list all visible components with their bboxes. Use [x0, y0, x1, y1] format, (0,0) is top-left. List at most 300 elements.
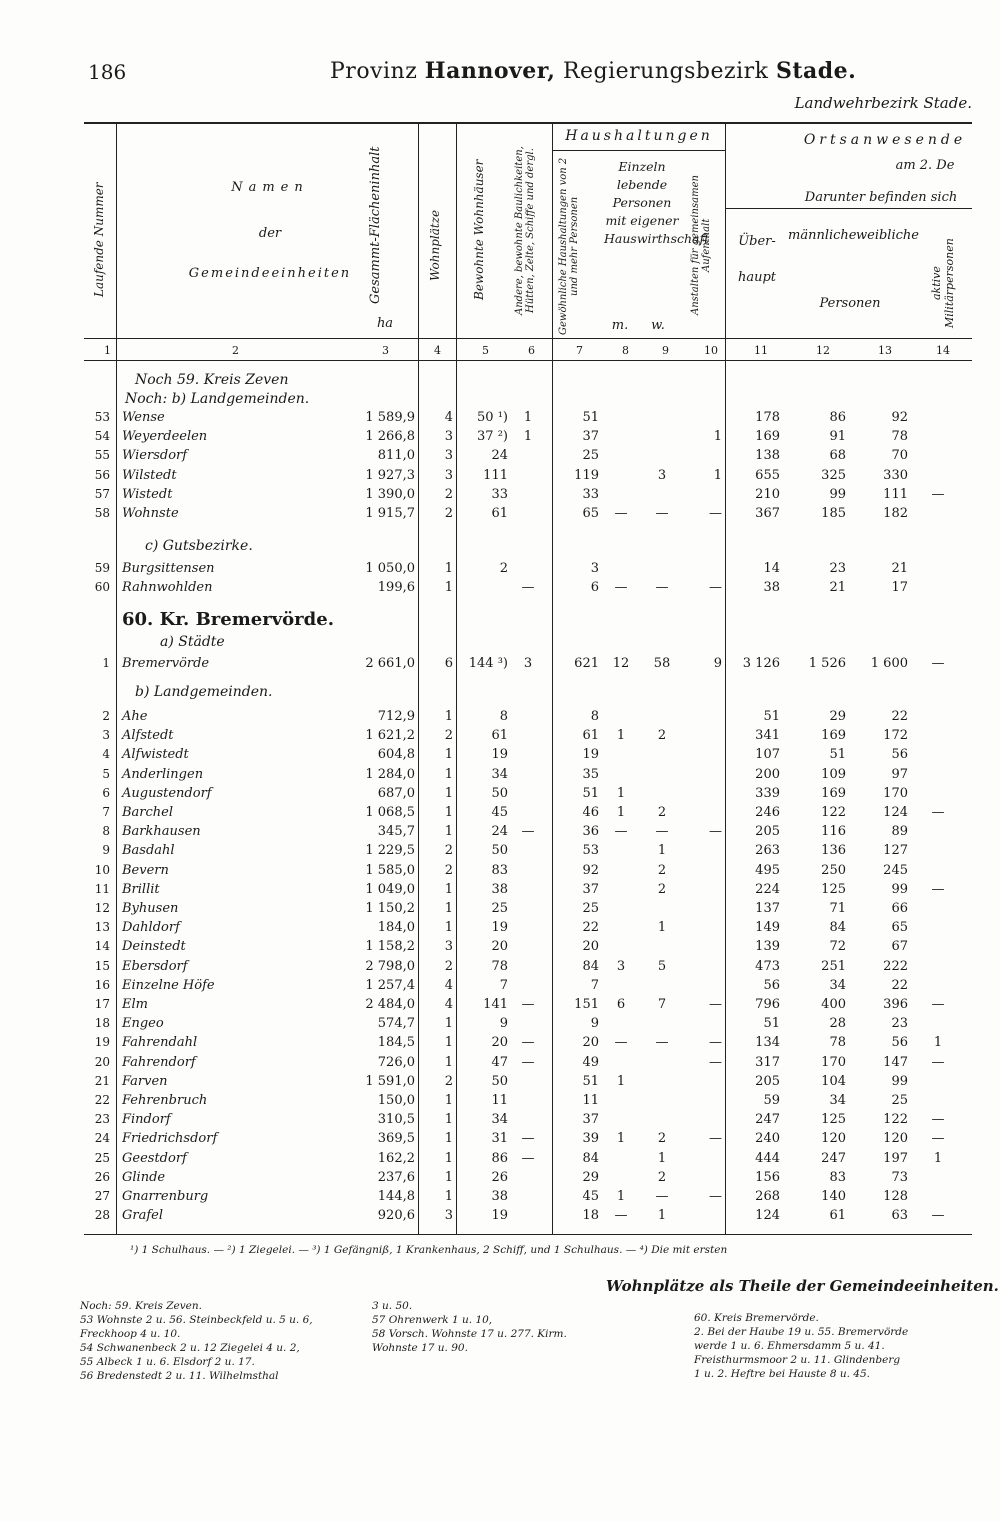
col-header-other-buildings: Andere, bewohnte Baulichkeiten, Hütten, Zelte, Schiffe und dergl. — [514, 146, 536, 316]
cell-c4: 2 — [444, 728, 453, 744]
cell-c13: 23 — [891, 1016, 908, 1032]
cell-c11: 246 — [755, 805, 780, 820]
cell-c11: 263 — [755, 843, 780, 859]
cell-c12: 104 — [821, 1073, 846, 1089]
cell-name: Augustendorf — [122, 785, 212, 801]
cell-area: 1 050,0 — [365, 561, 415, 576]
cell-c14: — — [931, 486, 945, 502]
cell-c11: 796 — [755, 997, 780, 1012]
cell-c5: 38 — [491, 881, 508, 897]
cell-nr: 27 — [94, 1189, 110, 1203]
cell-c7: 25 — [582, 448, 599, 464]
cell-nr: 23 — [94, 1112, 110, 1127]
cell-area: 2 484,0 — [365, 997, 415, 1012]
cell-c5: 24 — [491, 824, 508, 840]
col-header-single-persons: Einzeln lebende Personen mit eigener Hauswirthschaft — [604, 159, 710, 246]
cell-nr: 15 — [94, 958, 110, 973]
cell-area: 1 068,5 — [365, 805, 415, 820]
cell-nr: 14 — [94, 939, 110, 954]
cell-c5: 47 — [491, 1054, 508, 1070]
table-row — [0, 978, 1000, 997]
cell-c13: 67 — [891, 939, 908, 955]
footnote-line: 55 Albeck 1 u. 6. Elsdorf 2 u. 17. — [80, 1356, 255, 1368]
cell-c4: 3 — [444, 1208, 453, 1224]
cell-c11: 107 — [755, 747, 780, 763]
cell-c7: 92 — [582, 862, 599, 878]
cell-nr: 11 — [94, 881, 110, 896]
cell-c10: 9 — [713, 656, 722, 671]
cell-c4: 1 — [444, 561, 453, 576]
cell-c7: 22 — [582, 920, 599, 936]
cell-name: Alfwistedt — [122, 747, 189, 763]
cell-c13: 99 — [891, 881, 908, 897]
cell-area: 150,0 — [377, 1093, 415, 1108]
cell-c5: 61 — [491, 728, 508, 744]
wohnplaetze-title: Wohnplätze als Theile der Gemeindeeinheiten. — [606, 1277, 999, 1295]
section-continuation-kreis: Noch 59. Kreis Zeven — [135, 372, 289, 388]
col-header-total-2: haupt — [737, 270, 777, 285]
cell-name: Wilstedt — [122, 467, 177, 483]
cell-c8: 1 — [616, 728, 626, 744]
cell-c4: 4 — [444, 410, 453, 425]
cell-name: Deinstedt — [122, 939, 186, 955]
cell-c7: 35 — [582, 766, 599, 782]
cell-area: 2 798,0 — [365, 958, 415, 974]
cell-name: Bremervörde — [122, 656, 210, 671]
cell-c7: 20 — [582, 939, 599, 955]
table-row — [0, 1074, 1000, 1093]
cell-area: 1 390,0 — [365, 486, 415, 502]
cell-c7: 84 — [582, 958, 599, 974]
title-prefix: Provinz — [330, 59, 418, 84]
cell-c6: 1 — [523, 410, 533, 425]
cell-c14: 1 — [933, 1035, 943, 1051]
cell-c7: 51 — [582, 785, 599, 801]
footnote-line: 2. Bei der Haube 19 u. 55. Bremervörde — [694, 1326, 909, 1338]
cell-c13: 124 — [883, 805, 908, 820]
cell-c5: 86 — [491, 1150, 508, 1166]
cell-area: 144,8 — [377, 1189, 415, 1204]
cell-c7: 29 — [582, 1169, 599, 1185]
table-row — [0, 1131, 1000, 1150]
cell-c13: 65 — [891, 920, 908, 936]
cell-c11: 169 — [755, 429, 780, 445]
cell-c8: 1 — [616, 1189, 626, 1204]
cell-name: Geestdorf — [122, 1150, 187, 1166]
cell-area: 2 661,0 — [365, 656, 415, 671]
table-row — [0, 901, 1000, 920]
cell-area: 574,7 — [377, 1016, 415, 1032]
col-header-w: w. — [651, 318, 665, 333]
cell-nr: 9 — [102, 843, 110, 858]
cell-name: Weyerdeelen — [122, 429, 208, 445]
cell-c4: 2 — [444, 1073, 453, 1089]
cell-area: 1 158,2 — [365, 939, 415, 955]
cell-nr: 21 — [94, 1073, 110, 1088]
cell-nr: 60 — [94, 580, 110, 595]
cell-c13: 70 — [891, 448, 908, 464]
cell-c4: 1 — [444, 1016, 453, 1032]
cell-c14: — — [931, 805, 945, 820]
cell-c11: 317 — [755, 1054, 780, 1070]
cell-name: Wohnste — [122, 506, 179, 521]
cell-name: Elm — [122, 997, 148, 1012]
cell-c11: 14 — [763, 561, 780, 576]
cell-c7: 46 — [582, 805, 599, 820]
cell-c5: 19 — [491, 747, 508, 763]
table-row — [0, 487, 1000, 506]
cell-c4: 2 — [444, 862, 453, 878]
cell-nr: 7 — [102, 805, 110, 819]
cell-c4: 6 — [444, 656, 453, 671]
cell-name: Fahrendorf — [122, 1054, 196, 1070]
table-row — [0, 1189, 1000, 1208]
cell-c4: 1 — [444, 1131, 453, 1147]
cell-c7: 39 — [582, 1131, 599, 1147]
footnote-line: 57 Ohrenwerk 1 u. 10, — [372, 1314, 493, 1326]
cell-c6: — — [521, 1054, 535, 1070]
cell-area: 1 049,0 — [365, 881, 415, 897]
cell-nr: 54 — [94, 429, 110, 444]
cell-c5: 33 — [491, 486, 508, 502]
col-header-area: Gesammt-Flächeninhalt — [368, 146, 383, 304]
table-row — [0, 429, 1000, 448]
cell-name: Anderlingen — [122, 766, 204, 782]
table-row — [0, 1112, 1000, 1131]
cell-c5: 8 — [499, 709, 508, 724]
col-header-name-2: der — [258, 226, 282, 241]
cell-c7: 3 — [590, 561, 599, 576]
cell-c13: 97 — [891, 766, 908, 782]
cell-name: Findorf — [122, 1112, 171, 1128]
table-row — [0, 1055, 1000, 1074]
cell-c7: 19 — [582, 747, 599, 763]
col-header-nr: Laufende Nummer — [92, 182, 106, 298]
cell-c6: — — [521, 997, 535, 1012]
cell-name: Barkhausen — [122, 824, 201, 840]
cell-c11: 240 — [755, 1131, 780, 1147]
cell-name: Brillit — [122, 881, 160, 897]
cell-c9: — — [655, 1189, 669, 1204]
cell-c4: 1 — [444, 824, 453, 840]
cell-c8: 1 — [616, 1131, 626, 1147]
cell-c11: 444 — [755, 1150, 780, 1166]
cell-c11: 178 — [755, 410, 780, 425]
cell-c12: 83 — [829, 1169, 846, 1185]
col-header-institutions: Anstalten für gemeinsamen Aufenthalt — [690, 175, 712, 315]
cell-c11: 138 — [755, 448, 780, 464]
cell-c13: 22 — [891, 977, 908, 993]
cell-c13: 63 — [891, 1208, 908, 1224]
column-number: 9 — [662, 344, 669, 357]
cell-nr: 28 — [94, 1208, 110, 1223]
cell-c5: 78 — [491, 958, 508, 974]
cell-c9: 2 — [657, 1169, 667, 1185]
cell-c8: 3 — [616, 958, 626, 974]
cell-c13: 147 — [883, 1054, 908, 1070]
footnote-line: 54 Schwanenbeck 2 u. 12 Ziegelei 4 u. 2, — [80, 1342, 300, 1354]
cell-c12: 29 — [829, 709, 846, 724]
cell-c4: 1 — [444, 1150, 453, 1166]
footnote-line: 58 Vorsch. Wohnste 17 u. 277. Kirm. — [372, 1328, 567, 1340]
cell-c12: 78 — [829, 1035, 846, 1051]
colnum-rule — [84, 360, 972, 361]
column-number: 6 — [528, 344, 535, 357]
cell-name: Wense — [122, 410, 165, 425]
col-header-ordinary-households: Gewöhnliche Haushaltungen von 2 und mehr Personen — [558, 157, 580, 335]
table-row — [0, 1093, 1000, 1112]
cell-name: Burgsittensen — [122, 561, 215, 576]
cell-c9: 7 — [657, 997, 667, 1012]
cell-name: Grafel — [122, 1208, 164, 1224]
cell-c12: 125 — [821, 881, 846, 897]
cell-nr: 55 — [94, 448, 110, 463]
cell-nr: 1 — [102, 656, 110, 670]
cell-c12: 71 — [829, 901, 846, 916]
cell-c9: 1 — [657, 920, 667, 936]
cell-c8: 1 — [616, 1073, 626, 1089]
cell-c8: — — [614, 1208, 628, 1224]
cell-c7: 6 — [590, 580, 599, 596]
cell-c13: 99 — [891, 1073, 908, 1089]
cell-name: Gnarrenburg — [122, 1189, 209, 1204]
cell-c12: 72 — [829, 939, 846, 955]
footnote-line: Freisthurmsmoor 2 u. 11. Glindenberg — [694, 1354, 901, 1366]
table-row — [0, 767, 1000, 786]
cell-c4: 2 — [444, 958, 453, 974]
cell-c6: — — [521, 1035, 535, 1051]
table-row — [0, 410, 1000, 429]
cell-c4: 1 — [444, 785, 453, 801]
hrule-among — [726, 208, 972, 209]
cell-c7: 37 — [582, 1112, 599, 1128]
cell-c10: — — [709, 824, 722, 840]
cell-area: 712,9 — [377, 709, 415, 724]
cell-area: 184,0 — [377, 920, 415, 936]
cell-area: 811,0 — [377, 448, 415, 464]
cell-c11: 655 — [755, 467, 780, 483]
cell-c13: 396 — [883, 997, 908, 1012]
cell-c4: 1 — [444, 1112, 453, 1128]
table-row — [0, 939, 1000, 958]
cell-c11: 139 — [755, 939, 780, 955]
cell-c7: 37 — [582, 429, 599, 445]
cell-c10: — — [709, 506, 722, 521]
cell-c5: 31 — [491, 1131, 508, 1147]
cell-c5: 50 — [491, 1073, 508, 1089]
cell-c7: 51 — [582, 1073, 599, 1089]
cell-c11: 247 — [755, 1112, 780, 1128]
cell-nr: 5 — [102, 766, 110, 781]
cell-c9: 5 — [657, 958, 667, 974]
cell-name: Engeo — [122, 1016, 164, 1032]
cell-c11: 134 — [755, 1035, 780, 1051]
cell-c5: 141 — [483, 997, 508, 1012]
cell-area: 1 150,2 — [365, 901, 415, 916]
cell-nr: 24 — [94, 1131, 110, 1146]
cell-c12: 325 — [821, 467, 846, 483]
cell-c11: 268 — [755, 1189, 780, 1204]
footnote-line: 3 u. 50. — [372, 1300, 413, 1312]
cell-c8: — — [614, 824, 628, 840]
cell-c12: 120 — [821, 1131, 846, 1147]
cell-area: 1 229,5 — [365, 843, 415, 859]
column-number: 4 — [434, 344, 441, 357]
cell-area: 1 589,9 — [365, 410, 415, 425]
cell-c12: 21 — [829, 580, 846, 596]
cell-c13: 78 — [891, 429, 908, 445]
table-row — [0, 843, 1000, 862]
column-number: 11 — [754, 344, 768, 357]
table-row — [0, 468, 1000, 487]
cell-name: Fehrenbruch — [122, 1093, 208, 1108]
cell-c4: 1 — [444, 1054, 453, 1070]
cell-c4: 1 — [444, 1093, 453, 1108]
table-row — [0, 997, 1000, 1016]
table-row — [0, 580, 1000, 599]
cell-c4: 1 — [444, 1035, 453, 1051]
cell-c12: 185 — [821, 506, 846, 521]
cell-c10: — — [709, 580, 722, 596]
cell-c9: 58 — [653, 656, 671, 671]
cell-c11: 137 — [755, 901, 780, 916]
cell-c8: 1 — [616, 785, 626, 801]
cell-nr: 57 — [94, 486, 110, 501]
cell-c12: 169 — [821, 728, 846, 744]
cell-area: 1 257,4 — [365, 977, 415, 993]
column-number: 7 — [576, 344, 583, 357]
cell-c13: 92 — [891, 410, 908, 425]
cell-c13: 21 — [891, 561, 908, 576]
cell-c6: 3 — [523, 656, 533, 671]
table-row — [0, 1035, 1000, 1054]
cell-c10: — — [709, 1131, 722, 1147]
table-row — [0, 863, 1000, 882]
cell-c9: — — [655, 506, 669, 521]
cell-c12: 109 — [821, 766, 846, 782]
cell-nr: 8 — [102, 824, 110, 839]
cell-c4: 1 — [444, 709, 453, 724]
cell-c10: — — [709, 1035, 722, 1051]
cell-c8: — — [614, 506, 628, 521]
cell-c9: — — [655, 1035, 669, 1051]
cell-nr: 12 — [94, 901, 110, 915]
cell-c8: — — [614, 1035, 628, 1051]
cell-c12: 34 — [829, 977, 846, 993]
cell-c5: 83 — [491, 862, 508, 878]
table-row — [0, 1151, 1000, 1170]
page-number: 186 — [88, 60, 127, 84]
cell-area: 604,8 — [377, 747, 415, 763]
cell-nr: 10 — [94, 862, 110, 877]
col-header-name-1: Namen — [231, 180, 309, 195]
cell-area: 369,5 — [377, 1131, 415, 1147]
cell-c13: 22 — [891, 709, 908, 724]
cell-c7: 49 — [582, 1054, 599, 1070]
cell-c12: 125 — [821, 1112, 846, 1128]
cell-c4: 1 — [444, 901, 453, 916]
table-row — [0, 747, 1000, 766]
cell-c9: 2 — [657, 805, 667, 820]
cell-c5: 11 — [491, 1093, 508, 1108]
cell-nr: 16 — [94, 977, 110, 992]
cell-c4: 1 — [444, 1169, 453, 1185]
footnote-line: Wohnste 17 u. 90. — [372, 1342, 468, 1354]
cell-c4: 1 — [444, 805, 453, 820]
column-number: 14 — [936, 344, 950, 357]
cell-c12: 136 — [821, 843, 846, 859]
cell-c5: 45 — [491, 805, 508, 820]
table-row — [0, 728, 1000, 747]
cell-nr: 26 — [94, 1169, 110, 1184]
table-row — [0, 882, 1000, 901]
cell-area: 1 927,3 — [365, 467, 415, 483]
cell-name: Rahnwohlden — [122, 580, 213, 596]
cell-c11: 224 — [755, 881, 780, 897]
cell-c4: 3 — [444, 939, 453, 955]
cell-c9: 3 — [657, 467, 667, 483]
cell-c11: 200 — [755, 766, 780, 782]
cell-c9: 1 — [657, 1208, 667, 1224]
cell-nr: 25 — [94, 1150, 110, 1165]
cell-c4: 1 — [444, 1189, 453, 1204]
cell-c13: 197 — [883, 1150, 908, 1166]
cell-c5: 37 ²) — [477, 429, 508, 445]
footnote-line: Freckhoop 4 u. 10. — [80, 1328, 181, 1340]
cell-area: 1 915,7 — [365, 506, 415, 521]
cell-c12: 251 — [821, 958, 846, 974]
col-header-wohnplaetze: Wohnplätze — [428, 209, 442, 281]
cell-c4: 2 — [444, 486, 453, 502]
cell-name: Fahrendahl — [122, 1035, 198, 1051]
cell-c5: 26 — [491, 1169, 508, 1185]
cell-c4: 2 — [444, 506, 453, 521]
cell-nr: 13 — [94, 920, 110, 935]
cell-c4: 1 — [444, 881, 453, 897]
cell-c11: 339 — [755, 785, 780, 801]
table-row — [0, 959, 1000, 978]
table-row — [0, 786, 1000, 805]
cell-c4: 4 — [444, 997, 453, 1012]
footnote-line: Noch: 59. Kreis Zeven. — [80, 1300, 202, 1312]
cell-c7: 61 — [582, 728, 599, 744]
cell-c13: 73 — [891, 1169, 908, 1185]
cell-c5: 9 — [499, 1016, 508, 1032]
cell-nr: 3 — [102, 728, 110, 743]
cell-area: 199,6 — [377, 580, 415, 596]
cell-area: 687,0 — [377, 785, 415, 801]
cell-c14: — — [931, 1054, 945, 1070]
cell-nr: 56 — [94, 467, 110, 482]
cell-c13: 120 — [883, 1131, 908, 1147]
table-top-rule — [84, 122, 972, 124]
cell-c6: 1 — [523, 429, 533, 445]
cell-c11: 495 — [755, 862, 780, 878]
cell-c5: 111 — [483, 467, 508, 483]
cell-c11: 124 — [755, 1208, 780, 1224]
group-header-population-date: am 2. De — [895, 158, 955, 173]
cell-c5: 50 ¹) — [477, 410, 508, 425]
cell-c12: 170 — [821, 1054, 846, 1070]
cell-c13: 56 — [891, 747, 908, 763]
cell-c12: 28 — [829, 1016, 846, 1032]
title-middle: Regierungsbezirk — [562, 59, 769, 84]
footnote-line: 53 Wohnste 2 u. 56. Steinbeckfeld u. 5 u. 6, — [80, 1314, 313, 1326]
cell-c7: 51 — [582, 410, 599, 425]
cell-c13: 66 — [891, 901, 908, 916]
cell-c6: — — [521, 1131, 535, 1147]
cell-c8: 6 — [616, 997, 626, 1012]
